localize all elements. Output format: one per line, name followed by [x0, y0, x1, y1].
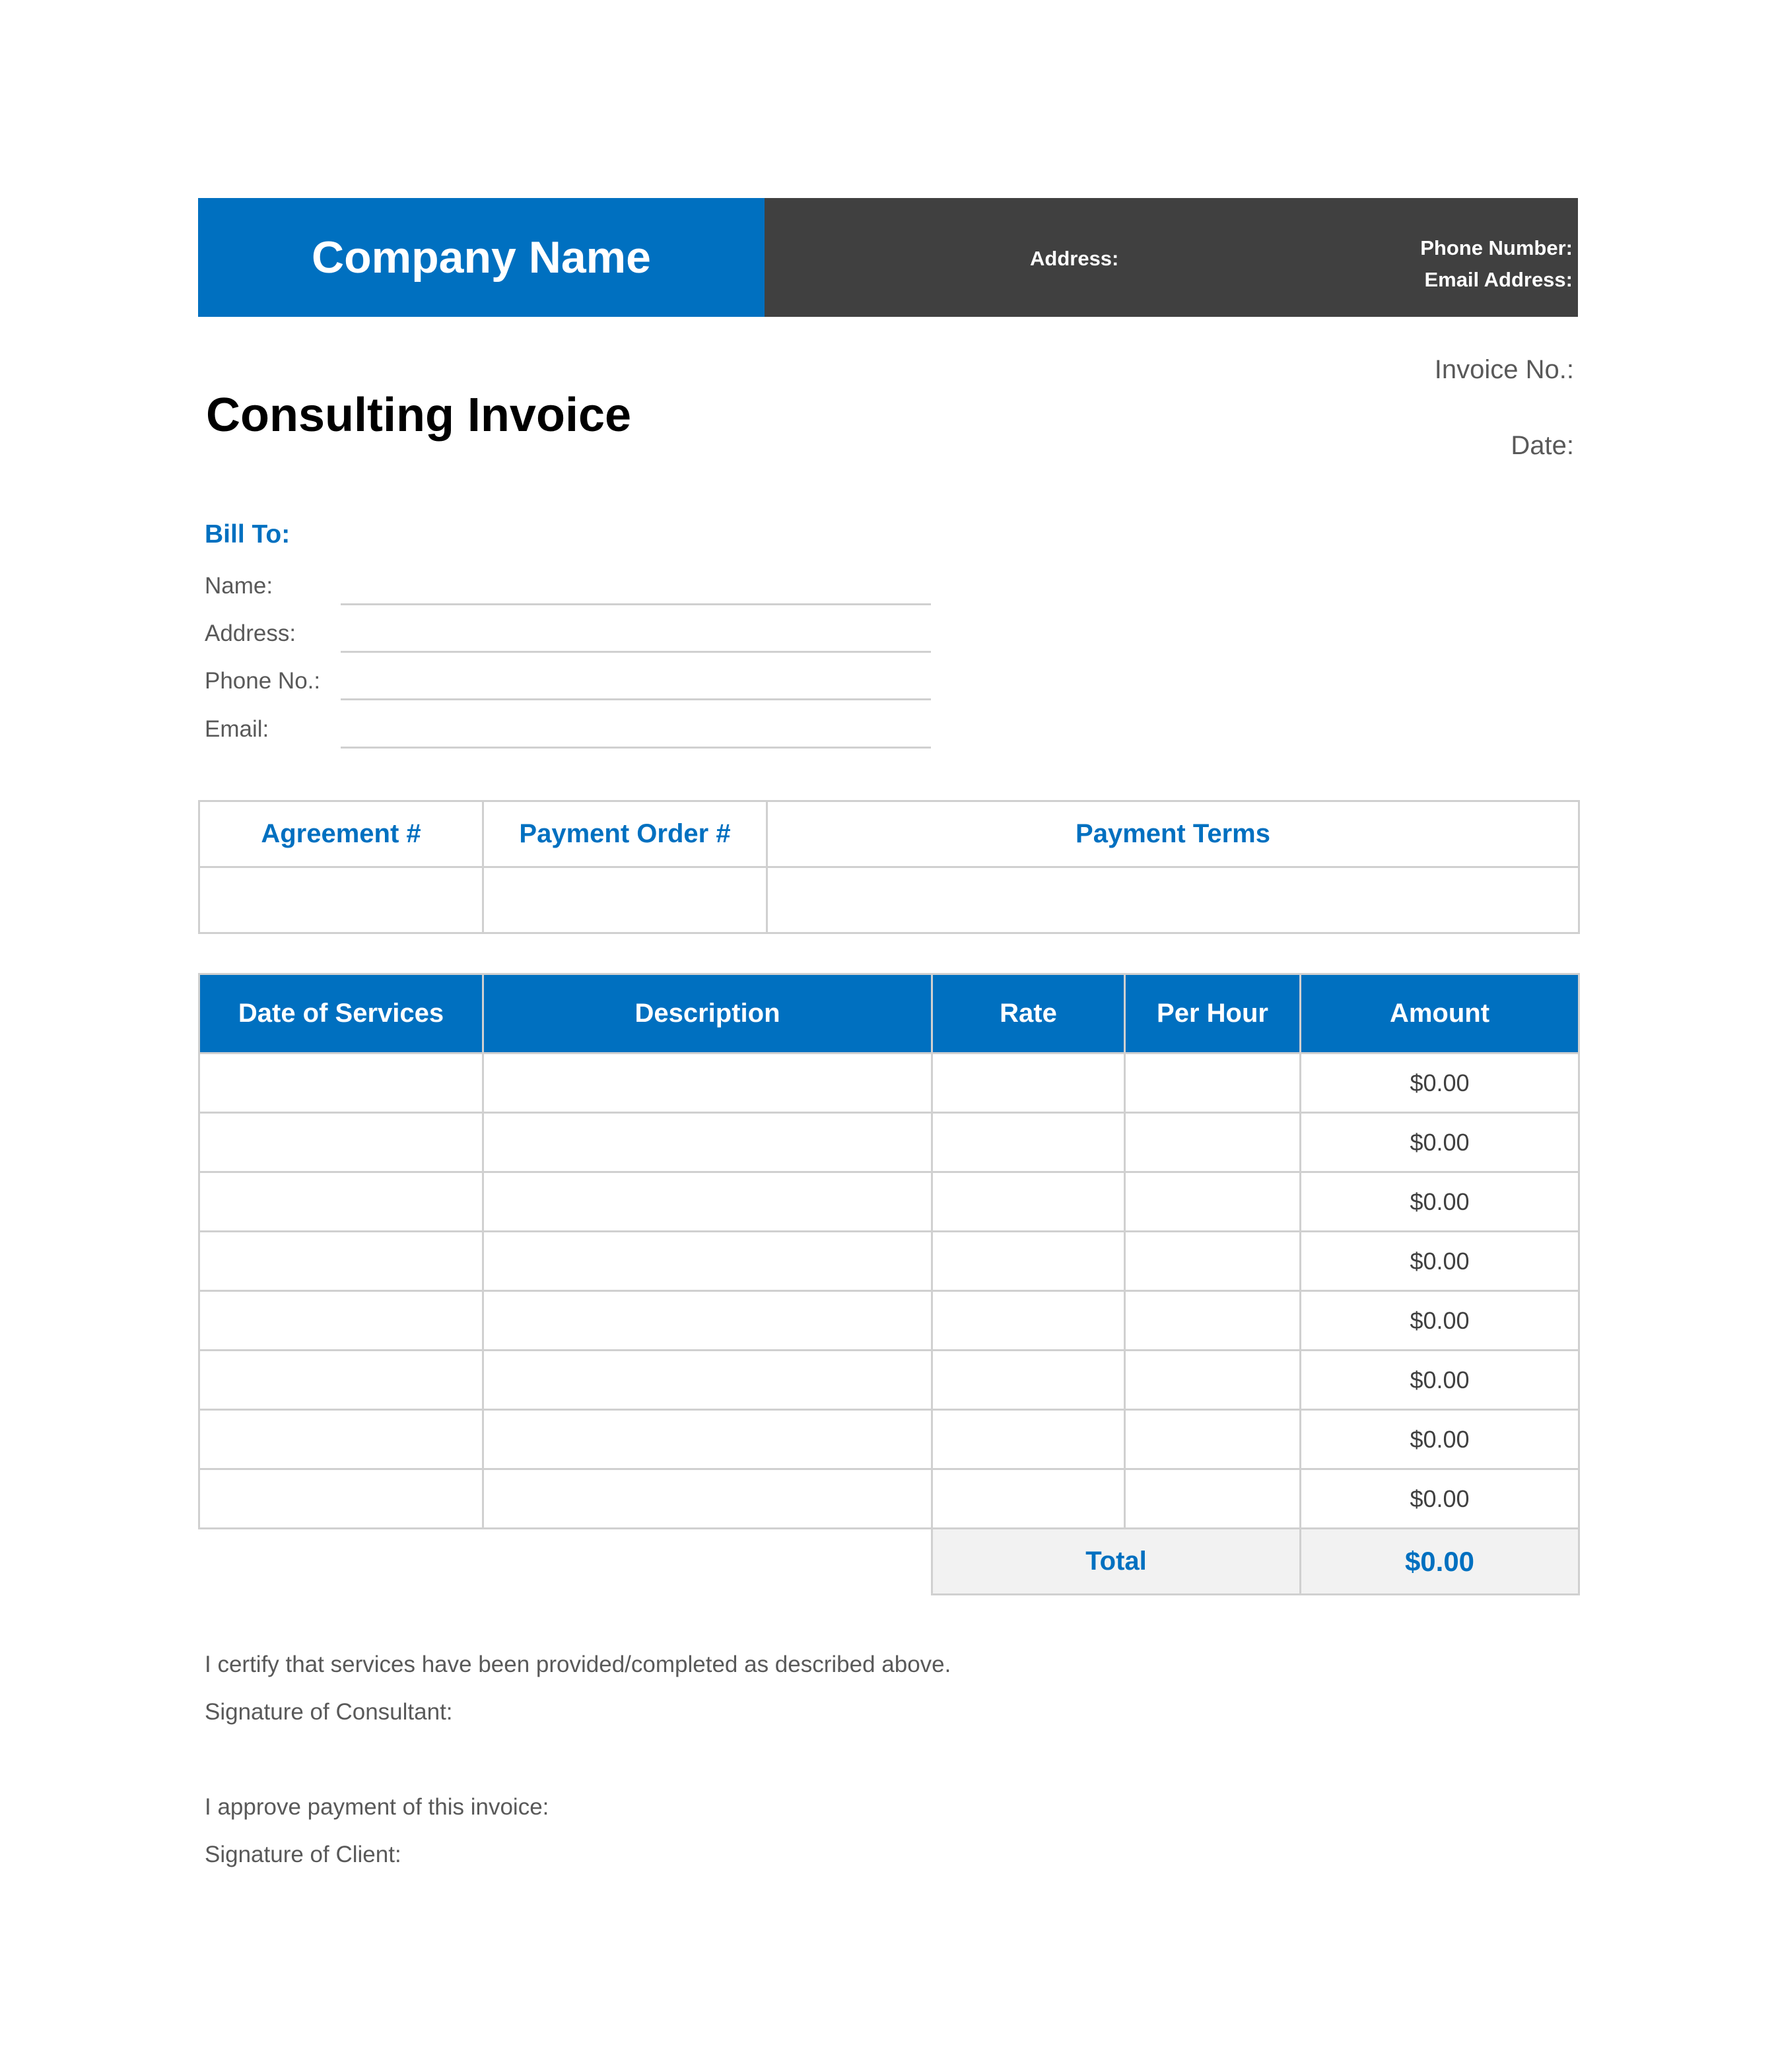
bill-to-name-row — [205, 573, 931, 606]
total-label: Total — [932, 1529, 1301, 1595]
rate-cell[interactable] — [932, 1469, 1125, 1529]
rate-cell[interactable] — [932, 1232, 1125, 1291]
bill-to-phone-label: Phone No.: — [205, 668, 321, 694]
description-cell[interactable] — [483, 1113, 932, 1172]
date-cell[interactable] — [199, 1113, 483, 1172]
table-row — [199, 1053, 1579, 1113]
description-cell[interactable] — [483, 1291, 932, 1351]
consultant-signature-label: Signature of Consultant: — [205, 1699, 453, 1725]
certify-text: I certify that services have been provided/completed as described above. — [205, 1652, 951, 1677]
table-row — [199, 1172, 1579, 1232]
company-contact-block — [765, 198, 1578, 317]
bill-to-email-row — [205, 716, 931, 749]
total-spacer — [199, 1529, 932, 1595]
description-header: Description — [483, 974, 932, 1053]
amount-cell: $0.00 — [1301, 1113, 1579, 1172]
description-cell[interactable] — [483, 1053, 932, 1113]
date-cell[interactable] — [199, 1053, 483, 1113]
amount-cell: $0.00 — [1301, 1232, 1579, 1291]
bill-to-address-field[interactable] — [341, 651, 931, 653]
payment-order-cell[interactable] — [483, 867, 767, 933]
per-hour-cell[interactable] — [1125, 1351, 1301, 1410]
per-hour-cell[interactable] — [1125, 1172, 1301, 1232]
company-name: Company Name — [198, 198, 765, 317]
agreement-header-row — [199, 801, 1579, 867]
amount-cell: $0.00 — [1301, 1053, 1579, 1113]
bill-to-name-field[interactable] — [341, 603, 931, 605]
bill-to-heading: Bill To: — [205, 520, 291, 549]
description-cell[interactable] — [483, 1351, 932, 1410]
page-title: Consulting Invoice — [206, 389, 632, 442]
table-row — [199, 1351, 1579, 1410]
bill-to-name-label: Name: — [205, 573, 273, 599]
payment-terms-cell[interactable] — [767, 867, 1579, 933]
table-row — [199, 1410, 1579, 1469]
description-cell[interactable] — [483, 1469, 932, 1529]
per-hour-header: Per Hour — [1125, 974, 1301, 1053]
per-hour-cell[interactable] — [1125, 1053, 1301, 1113]
agreement-value-row — [199, 867, 1579, 933]
services-table — [198, 973, 1580, 1595]
amount-cell: $0.00 — [1301, 1351, 1579, 1410]
per-hour-cell[interactable] — [1125, 1113, 1301, 1172]
total-value: $0.00 — [1301, 1529, 1579, 1595]
agreement-table — [198, 800, 1580, 934]
table-row — [199, 1232, 1579, 1291]
table-row — [199, 1469, 1579, 1529]
rate-cell[interactable] — [932, 1172, 1125, 1232]
date-cell[interactable] — [199, 1232, 483, 1291]
amount-cell: $0.00 — [1301, 1172, 1579, 1232]
bill-to-email-field[interactable] — [341, 747, 931, 749]
approve-text: I approve payment of this invoice: — [205, 1794, 549, 1820]
payment-order-header: Payment Order # — [483, 801, 767, 867]
date-cell[interactable] — [199, 1172, 483, 1232]
address-label: Address: — [1030, 247, 1119, 270]
per-hour-cell[interactable] — [1125, 1469, 1301, 1529]
description-cell[interactable] — [483, 1410, 932, 1469]
client-signature-label: Signature of Client: — [205, 1842, 401, 1867]
rate-header: Rate — [932, 974, 1125, 1053]
description-cell[interactable] — [483, 1232, 932, 1291]
date-cell[interactable] — [199, 1469, 483, 1529]
bill-to-address-label: Address: — [205, 620, 296, 646]
bill-to-phone-field[interactable] — [341, 698, 931, 700]
phone-label: Phone Number: — [1420, 236, 1573, 259]
table-row — [199, 1113, 1579, 1172]
date-label: Date: — [1511, 431, 1574, 460]
invoice-no-label: Invoice No.: — [1434, 355, 1574, 384]
rate-cell[interactable] — [932, 1291, 1125, 1351]
description-cell[interactable] — [483, 1172, 932, 1232]
rate-cell[interactable] — [932, 1113, 1125, 1172]
email-label: Email Address: — [1424, 268, 1573, 291]
table-row — [199, 1291, 1579, 1351]
amount-header: Amount — [1301, 974, 1579, 1053]
agreement-number-cell[interactable] — [199, 867, 483, 933]
total-row — [199, 1529, 1579, 1595]
header-band — [198, 198, 1578, 317]
amount-cell: $0.00 — [1301, 1291, 1579, 1351]
contact-labels — [1420, 232, 1573, 296]
agreement-number-header: Agreement # — [199, 801, 483, 867]
bill-to-phone-row — [205, 668, 931, 701]
per-hour-cell[interactable] — [1125, 1232, 1301, 1291]
per-hour-cell[interactable] — [1125, 1291, 1301, 1351]
per-hour-cell[interactable] — [1125, 1410, 1301, 1469]
date-of-services-header: Date of Services — [199, 974, 483, 1053]
amount-cell: $0.00 — [1301, 1410, 1579, 1469]
services-header-row — [199, 974, 1579, 1053]
payment-terms-header: Payment Terms — [767, 801, 1579, 867]
rate-cell[interactable] — [932, 1410, 1125, 1469]
bill-to-email-label: Email: — [205, 716, 269, 742]
amount-cell: $0.00 — [1301, 1469, 1579, 1529]
date-cell[interactable] — [199, 1410, 483, 1469]
date-cell[interactable] — [199, 1351, 483, 1410]
rate-cell[interactable] — [932, 1351, 1125, 1410]
bill-to-address-row — [205, 620, 931, 653]
date-cell[interactable] — [199, 1291, 483, 1351]
rate-cell[interactable] — [932, 1053, 1125, 1113]
